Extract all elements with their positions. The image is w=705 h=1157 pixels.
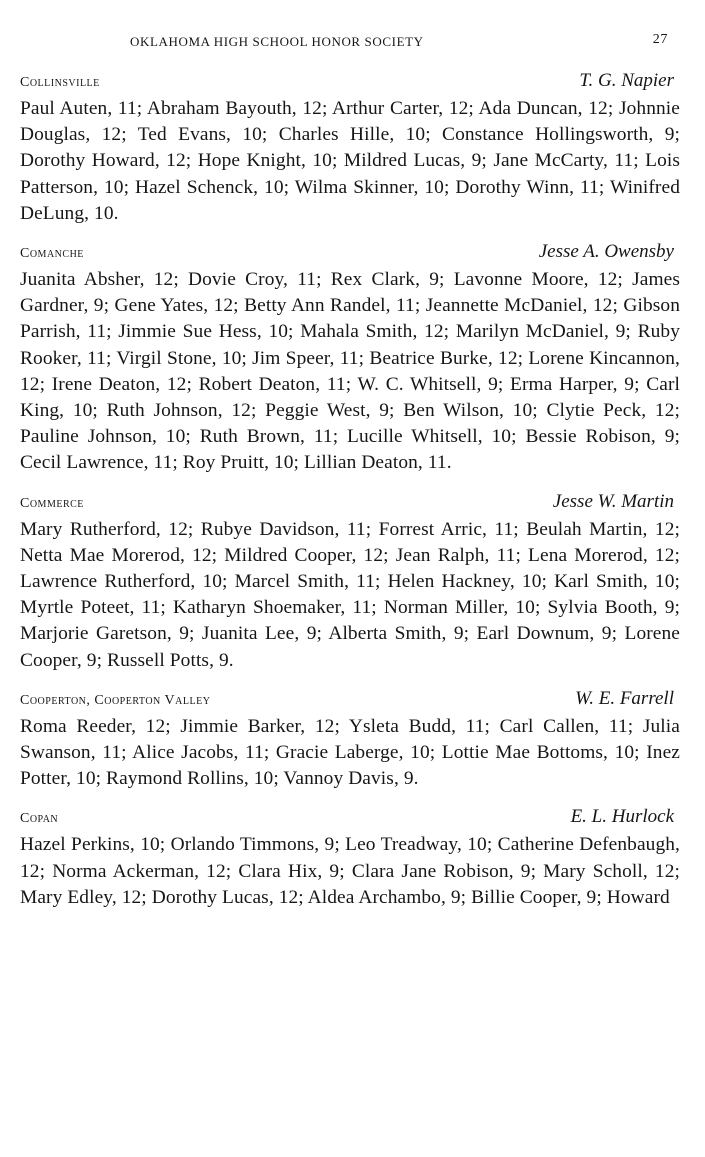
- school-name: Copan: [20, 811, 59, 827]
- school-name: Comanche: [20, 246, 84, 262]
- section-heading: [20, 241, 680, 267]
- student-roster: Paul Auten, 11; Abraham Bayouth, 12; Arthur Carter, 12; Ada Duncan, 12; Johnnie Douglas, 12; Ted Evans, 10; Charles Hille, 10; Constance Hollingsworth, 9; Dorothy Howard, 12; Hope Knight, 10; Mildred Lucas, 9; Jane McCarty, 11; Lois Patterson, 10; Hazel Schenck, 10; Wilma Skinner, 10; Dorothy Winn, 11; Winifred DeLung, 10.: [20, 98, 680, 224]
- school-section-commerce: [20, 491, 680, 674]
- school-name: Cooperton, Cooperton Valley: [20, 692, 211, 708]
- sponsor-name: W. E. Farrell: [575, 687, 674, 709]
- running-header: [20, 30, 680, 52]
- page-number: 27: [652, 32, 668, 47]
- sponsor-name: E. L. Hurlock: [570, 806, 674, 828]
- section-heading: [20, 688, 680, 714]
- student-roster: Mary Rutherford, 12; Rubye Davidson, 11; Forrest Arric, 11; Beulah Martin, 12; Netta Mae Morerod, 12; Mildred Cooper, 12; Jean Ralph, 11; Lena Morerod, 12; Lawrence Rutherford, 10; Marcel Smith, 11; Helen Hackney, 10; Karl Smith, 10; Myrtle Poteet, 11; Katharyn Shoemaker, 11; Norman Miller, 10; Sylvia Booth, 9; Marjorie Garetson, 9; Juanita Lee, 9; Alberta Smith, 9; Earl Downum, 9; Lorene Cooper, 9; Russell Potts, 9.: [20, 518, 680, 671]
- school-section-collinsville: [20, 70, 680, 227]
- school-section-comanche: [20, 241, 680, 477]
- student-roster: Juanita Absher, 12; Dovie Croy, 11; Rex Clark, 9; Lavonne Moore, 12; James Gardner, 9; Gene Yates, 12; Betty Ann Randel, 11; Jeannette McDaniel, 12; Gibson Parrish, 11; Jimmie Sue Hess, 10; Mahala Smith, 12; Marilyn McDaniel, 9; Ruby Rooker, 11; Virgil Stone, 10; Jim Speer, 11; Beatrice Burke, 12; Lorene Kincannon, 12; Irene Deaton, 12; Robert Deaton, 11; W. C. Whitsell, 9; Erma Harper, 9; Carl King, 10; Ruth Johnson, 12; Peggie West, 9; Ben Wilson, 10; Clytie Peck, 12; Pauline Johnson, 10; Ruth Brown, 11; Lucille Whitsell, 10; Bessie Robison, 9; Cecil Lawrence, 11; Roy Pruitt, 10; Lillian Deaton, 11.: [20, 269, 680, 474]
- section-heading: [20, 491, 680, 517]
- sponsor-name: Jesse W. Martin: [552, 490, 674, 512]
- student-roster: Hazel Perkins, 10; Orlando Timmons, 9; Leo Treadway, 10; Catherine Defenbaugh, 12; Norma Ackerman, 12; Clara Hix, 9; Clara Jane Robison, 9; Mary Scholl, 12; Mary Edley, 12; Dorothy Lucas, 12; Aldea Archambo, 9; Billie Cooper, 9; Howard: [20, 834, 680, 908]
- running-title: OKLAHOMA HIGH SCHOOL HONOR SOCIETY: [130, 34, 424, 49]
- section-heading: [20, 70, 680, 96]
- student-roster: Roma Reeder, 12; Jimmie Barker, 12; Ysleta Budd, 11; Carl Callen, 11; Julia Swanson, 11; Alice Jacobs, 11; Gracie Laberge, 10; Lottie Mae Bottoms, 10; Inez Potter, 10; Raymond Rollins, 10; Vannoy Davis, 9.: [20, 715, 680, 790]
- school-section-cooperton: [20, 688, 680, 793]
- section-heading: [20, 806, 680, 832]
- school-section-copan: [20, 806, 680, 911]
- sponsor-name: Jesse A. Owensby: [538, 241, 674, 263]
- sponsor-name: T. G. Napier: [579, 70, 674, 91]
- school-name: Collinsville: [20, 75, 100, 90]
- school-name: Commerce: [20, 495, 84, 511]
- document-page: [20, 30, 680, 911]
